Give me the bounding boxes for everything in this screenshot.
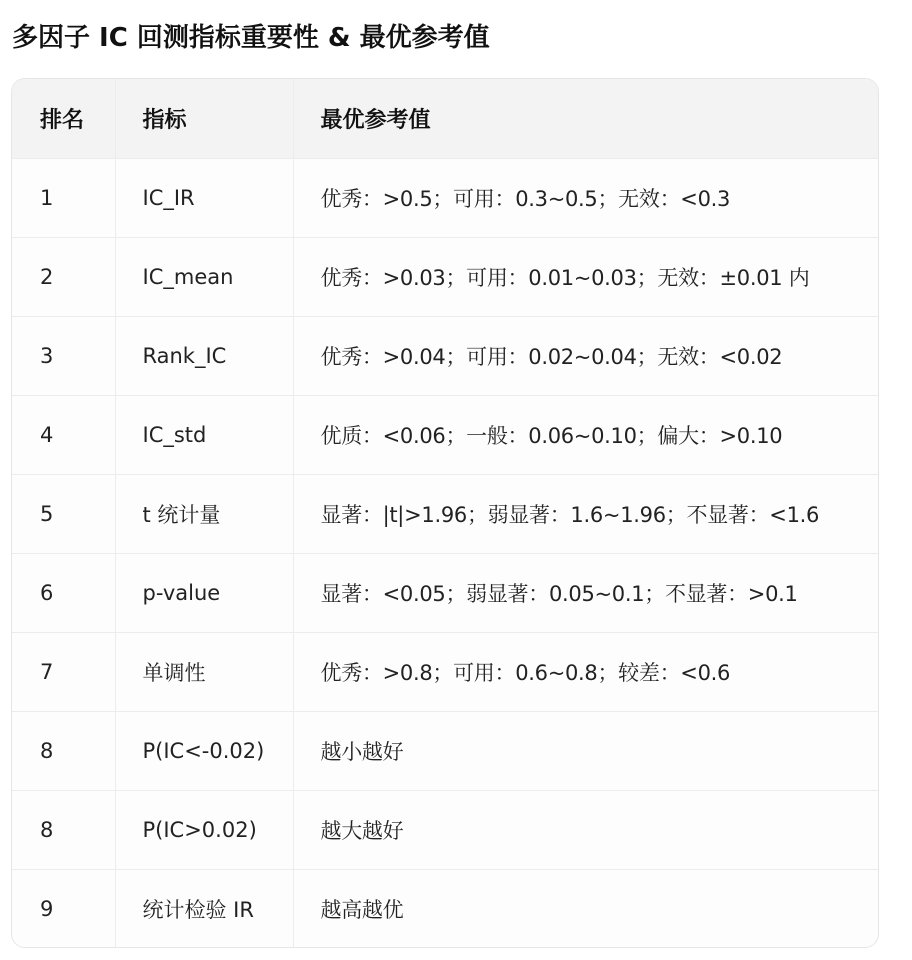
header-rank: 排名 — [12, 79, 115, 158]
cell-reference-value: 优秀：>0.5；可用：0.3~0.5；无效：<0.3 — [293, 158, 878, 237]
header-reference-value: 最优参考值 — [293, 79, 878, 158]
header-metric: 指标 — [115, 79, 293, 158]
metrics-table — [12, 79, 878, 948]
cell-metric: P(IC<-0.02) — [115, 711, 293, 790]
cell-reference-value: 显著：|t|>1.96；弱显著：1.6~1.96；不显著：<1.6 — [293, 474, 878, 553]
cell-metric: IC_mean — [115, 237, 293, 316]
cell-metric: IC_IR — [115, 158, 293, 237]
cell-reference-value: 优秀：>0.8；可用：0.6~0.8；较差：<0.6 — [293, 632, 878, 711]
cell-reference-value: 优秀：>0.03；可用：0.01~0.03；无效：±0.01 内 — [293, 237, 878, 316]
table-header-row — [12, 79, 878, 158]
page-title: 多因子 IC 回测指标重要性 & 最优参考值 — [12, 23, 490, 53]
cell-metric: Rank_IC — [115, 316, 293, 395]
cell-rank: 2 — [12, 237, 115, 316]
cell-metric: t 统计量 — [115, 474, 293, 553]
table-row — [12, 237, 878, 316]
table-row — [12, 395, 878, 474]
cell-metric: IC_std — [115, 395, 293, 474]
cell-rank: 5 — [12, 474, 115, 553]
cell-reference-value: 显著：<0.05；弱显著：0.05~0.1；不显著：>0.1 — [293, 553, 878, 632]
cell-rank: 3 — [12, 316, 115, 395]
metrics-table-container — [11, 78, 879, 948]
cell-metric: p-value — [115, 553, 293, 632]
cell-rank: 9 — [40, 896, 54, 921]
cell-rank: 8 — [12, 790, 115, 869]
table-row — [12, 869, 878, 948]
table-row — [12, 711, 878, 790]
cell-reference-value: 越高越优 — [293, 869, 878, 948]
cell-reference-value: 优质：<0.06；一般：0.06~0.10；偏大：>0.10 — [293, 395, 878, 474]
table-row — [12, 790, 878, 869]
cell-metric: 单调性 — [115, 632, 293, 711]
cell-metric: 统计检验 IR — [115, 869, 293, 948]
cell-rank: 8 — [12, 711, 115, 790]
table-header — [12, 79, 878, 158]
cell-reference-value: 优秀：>0.04；可用：0.02~0.04；无效：<0.02 — [293, 316, 878, 395]
table-row — [12, 316, 878, 395]
cell-rank: 7 — [12, 632, 115, 711]
cell-reference-value: 越大越好 — [293, 790, 878, 869]
table-row — [12, 632, 878, 711]
cell-rank: 4 — [12, 395, 115, 474]
cell-metric: P(IC>0.02) — [115, 790, 293, 869]
cell-reference-value: 越小越好 — [293, 711, 878, 790]
table-body — [12, 158, 878, 948]
cell-rank: 1 — [12, 158, 115, 237]
table-row — [12, 474, 878, 553]
cell-rank: 6 — [12, 553, 115, 632]
table-row — [12, 553, 878, 632]
table-row — [12, 158, 878, 237]
